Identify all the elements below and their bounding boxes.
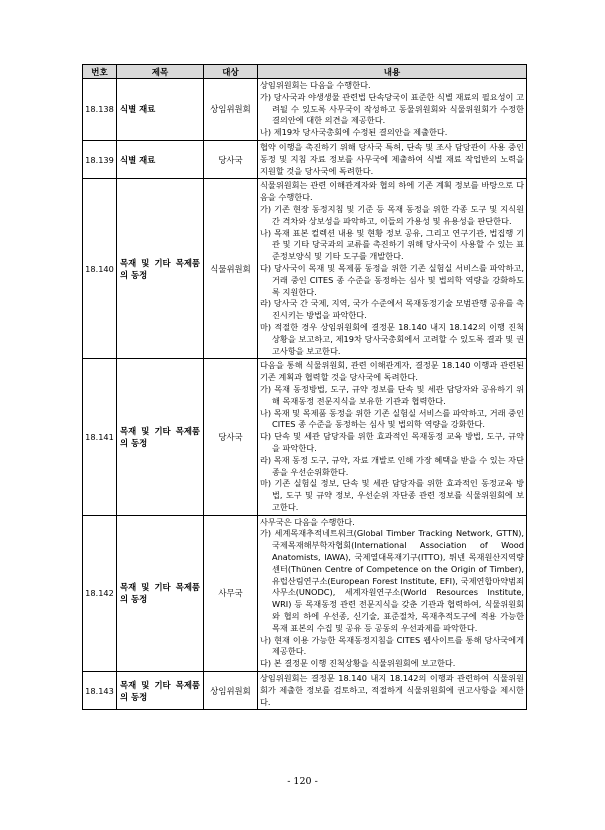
decision-number: 18.138 [83,79,117,141]
decision-intro: 상임위원회는 결정문 18.140 내지 18.142의 이행과 관련하여 식물위원회가 제출한 정보를 검토하고, 적절하게 식물위원회에 권고사항을 제시한다. [260,673,524,707]
decision-target: 상임위원회 [204,79,258,141]
decision-content [258,140,527,178]
decision-target: 상임위원회 [204,672,258,710]
header-no: 번호 [83,65,117,79]
header-title: 제목 [117,65,204,79]
decision-intro: 상임위원회는 다음을 수행한다. [260,80,371,90]
table-header-row [83,65,527,79]
decision-title: 목재 및 기타 목제품의 동정 [117,359,204,515]
decision-item: 다) 당사국이 목재 및 목제품 동정을 위한 기존 실험실 서비스를 파악하고, 거래 중인 CITES 종 수준을 동정하는 심사 및 법의학 역량을 강화하도록 지원한다. [260,262,524,297]
decision-number: 18.140 [83,179,117,359]
decision-target: 식물위원회 [204,179,258,359]
decision-title: 식별 재료 [117,79,204,141]
decision-item: 마) 적절한 경우 상임위원회에 결정문 18.140 내지 18.142의 이행 진척상황을 보고하고, 제19차 당사국총회에서 고려할 수 있도록 결과 및 권고사항을 보고한다. [260,321,524,356]
decision-item: 다) 본 결정문 이행 진척상황을 식물위원회에 보고한다. [260,658,456,669]
decision-target: 사무국 [204,515,258,671]
header-content: 내용 [258,65,527,79]
decision-item: 라) 당사국 간 국제, 지역, 국가 수준에서 목재동정기술 모범관행 공유를 촉진시키는 방법을 파악한다. [260,298,524,321]
decision-content [258,179,527,359]
decision-content [258,672,527,710]
decision-title: 목재 및 기타 목제품의 동정 [117,179,204,359]
decision-number: 18.139 [83,140,117,178]
decision-content [258,79,527,141]
decision-target: 당사국 [204,140,258,178]
decision-item: 다) 단속 및 세관 담당자를 위한 효과적인 목재동정 교육 방법, 도구, 규약을 파악한다. [260,431,524,453]
header-target: 대상 [204,65,258,79]
decision-item: 라) 목재 동정 도구, 규약, 자료 개발로 인해 가장 혜택을 받을 수 있는 자단종을 우선순위화한다. [260,454,524,477]
table-row [83,515,527,671]
decision-item: 나) 목재 및 목제품 동정을 위한 기존 실험실 서비스를 파악하고, 거래 중인 CITES 종 수준을 동정하는 심사 및 법의학 역량을 강화한다. [260,407,524,430]
decision-intro: 다음을 통해 식물위원회, 관련 이해관계자, 결정문 18.140 이행과 관련된 기존 계획과 협력할 것을 당사국에 독려한다. [260,360,524,383]
decision-title: 목재 및 기타 목제품의 동정 [117,672,204,710]
decision-number: 18.141 [83,359,117,515]
decision-content [258,515,527,671]
decision-intro: 협약 이행을 촉진하기 위해 당사국 특허, 단속 및 조사 담당관이 사용 중인 동정 및 지침 자료 정보를 사무국에 제출하여 식별 재료 작업반의 노력을 지원할 것을 당사국에 독려한다. [260,141,524,176]
table-row [83,179,527,359]
table-row [83,140,527,178]
decision-item: 가) 세계목재추적네트워크(Global Timber Tracking Network, GTTN), 국제목재해부학자협회(International Association of Wood Anatomists, IAWA), 국제열대목재기구(ITTO), 튀넨 목재원산지역량센터(Thünen Centre of Competence on the Origin of Timber), 유럽산림연구소(European Forest Institute, EFI), 국제연합마약범죄사무소(UNODC), 세계자원연구소(World Resources Institute, WRI) 등 목재동정 관련 전문지식을 갖춘 기관과 협력하여, 식물위원회와 협의 하에 우선종, 신기술, 표준절차, 목재추적도구에 적용 가능한 목재 표본의 수집 및 공유 등 공동의 우선과제를 파악한다. [260,528,524,633]
decision-target: 당사국 [204,359,258,515]
decision-title: 식별 재료 [117,140,204,178]
table-row [83,79,527,141]
decision-item: 가) 당사국과 야생생물 관련법 단속당국이 표준한 식별 재료의 필요성이 고려될 수 있도록 사무국이 작성하고 동물위원회와 식물위원회가 수정한 결의안에 대한 의견을 제공한다. [260,91,524,126]
table-row [83,672,527,710]
decision-item: 나) 현재 이용 가능한 목재동정지침을 CITES 웹사이트를 통해 당사국에게 제공한다. [260,634,524,657]
decision-intro: 식물위원회는 관련 이해관계자와 협의 하에 기존 계획 정보를 바탕으로 다음을 수행한다. [260,180,524,203]
decision-title: 목재 및 기타 목제품의 동정 [117,515,204,671]
decision-item: 마) 기존 실험실 정보, 단속 및 세관 담당자를 위한 효과적인 동정교육 방법, 도구 및 규약 정보, 우선순위 자단종 관련 정보를 식물위원회에 보고한다. [260,478,524,512]
decision-intro: 사무국은 다음을 수행한다. [260,516,355,527]
decision-number: 18.142 [83,515,117,671]
decision-item: 가) 기존 현장 동정지침 및 기준 등 목재 동정을 위한 각종 도구 및 지식원 간 격차와 상보성을 파악하고, 이들의 가용성 및 유용성을 판단한다. [260,203,524,226]
decision-number: 18.143 [83,672,117,710]
decision-content [258,359,527,515]
table-row [83,359,527,515]
decision-item: 나) 목재 표본 컬렉션 내용 및 현황 정보 공유, 그리고 연구기관, 법집행 기관 및 기타 당국과의 교류를 촉진하기 위해 당사국이 사용할 수 있는 표준정보양식 및 기타 도구를 개발한다. [260,227,524,262]
decisions-table [82,64,527,710]
decision-item: 나) 제19차 당사국총회에 수정된 결의안을 제출한다. [260,127,448,138]
decision-item: 가) 목재 동정방법, 도구, 규약 정보를 단속 및 세관 담당자와 공유하기 위해 목재동정 전문지식을 보유한 기관과 협력한다. [260,383,524,406]
page-number: - 120 - [287,776,318,787]
